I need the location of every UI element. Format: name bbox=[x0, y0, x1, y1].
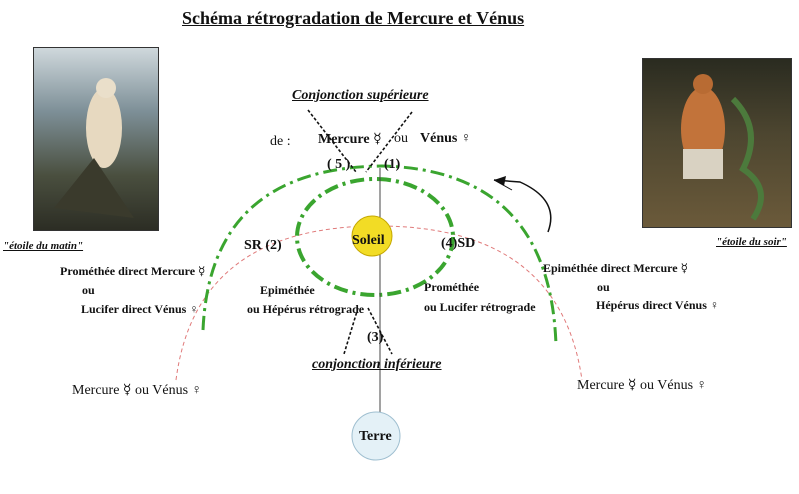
conjonction-superieure-label: Conjonction supérieure bbox=[292, 88, 429, 103]
bottom-right-label: Mercure ☿ ou Vénus ♀ bbox=[577, 378, 708, 393]
left-group-line-3: Lucifer direct Vénus ♀ bbox=[81, 302, 199, 316]
de-label: de : bbox=[270, 134, 291, 149]
position-3-label: (3) bbox=[367, 330, 384, 345]
right-group-line-1: Epiméthée direct Mercure ☿ bbox=[543, 261, 688, 275]
mercure-top-label: Mercure ☿ bbox=[318, 132, 382, 147]
mid-right-line-1: Prométhée bbox=[424, 280, 480, 294]
right-group-line-2: ou bbox=[597, 280, 610, 294]
mid-left-line-2: ou Hépérus rétrograde bbox=[247, 302, 365, 316]
conjonction-inferieure-label: conjonction inférieure bbox=[312, 357, 442, 372]
diagram-title: Schéma rétrogradation de Mercure et Vénus bbox=[182, 8, 525, 28]
curved-arrow-icon bbox=[494, 176, 551, 232]
position-5-label: ( 5 ) bbox=[327, 157, 351, 172]
bottom-left-label: Mercure ☿ ou Vénus ♀ bbox=[72, 383, 203, 398]
caption-right: "étoile du soir" bbox=[716, 236, 787, 248]
ou-top-label: ou bbox=[394, 131, 408, 146]
terre-label: Terre bbox=[359, 429, 392, 444]
sd-4-label: (4)SD bbox=[441, 236, 476, 251]
left-group-line-2: ou bbox=[82, 283, 95, 297]
soleil-label: Soleil bbox=[352, 233, 385, 248]
position-1-label: (1) bbox=[384, 157, 401, 172]
sr-2-label: SR (2) bbox=[244, 238, 282, 253]
mid-left-line-1: Epiméthée bbox=[260, 283, 315, 297]
venus-top-label: Vénus ♀ bbox=[420, 131, 472, 146]
mid-right-line-2: ou Lucifer rétrograde bbox=[424, 300, 536, 314]
left-group-line-1: Prométhée direct Mercure ☿ bbox=[60, 264, 206, 278]
caption-left: "étoile du matin" bbox=[3, 240, 84, 252]
right-group-line-3: Hépérus direct Vénus ♀ bbox=[596, 298, 719, 312]
